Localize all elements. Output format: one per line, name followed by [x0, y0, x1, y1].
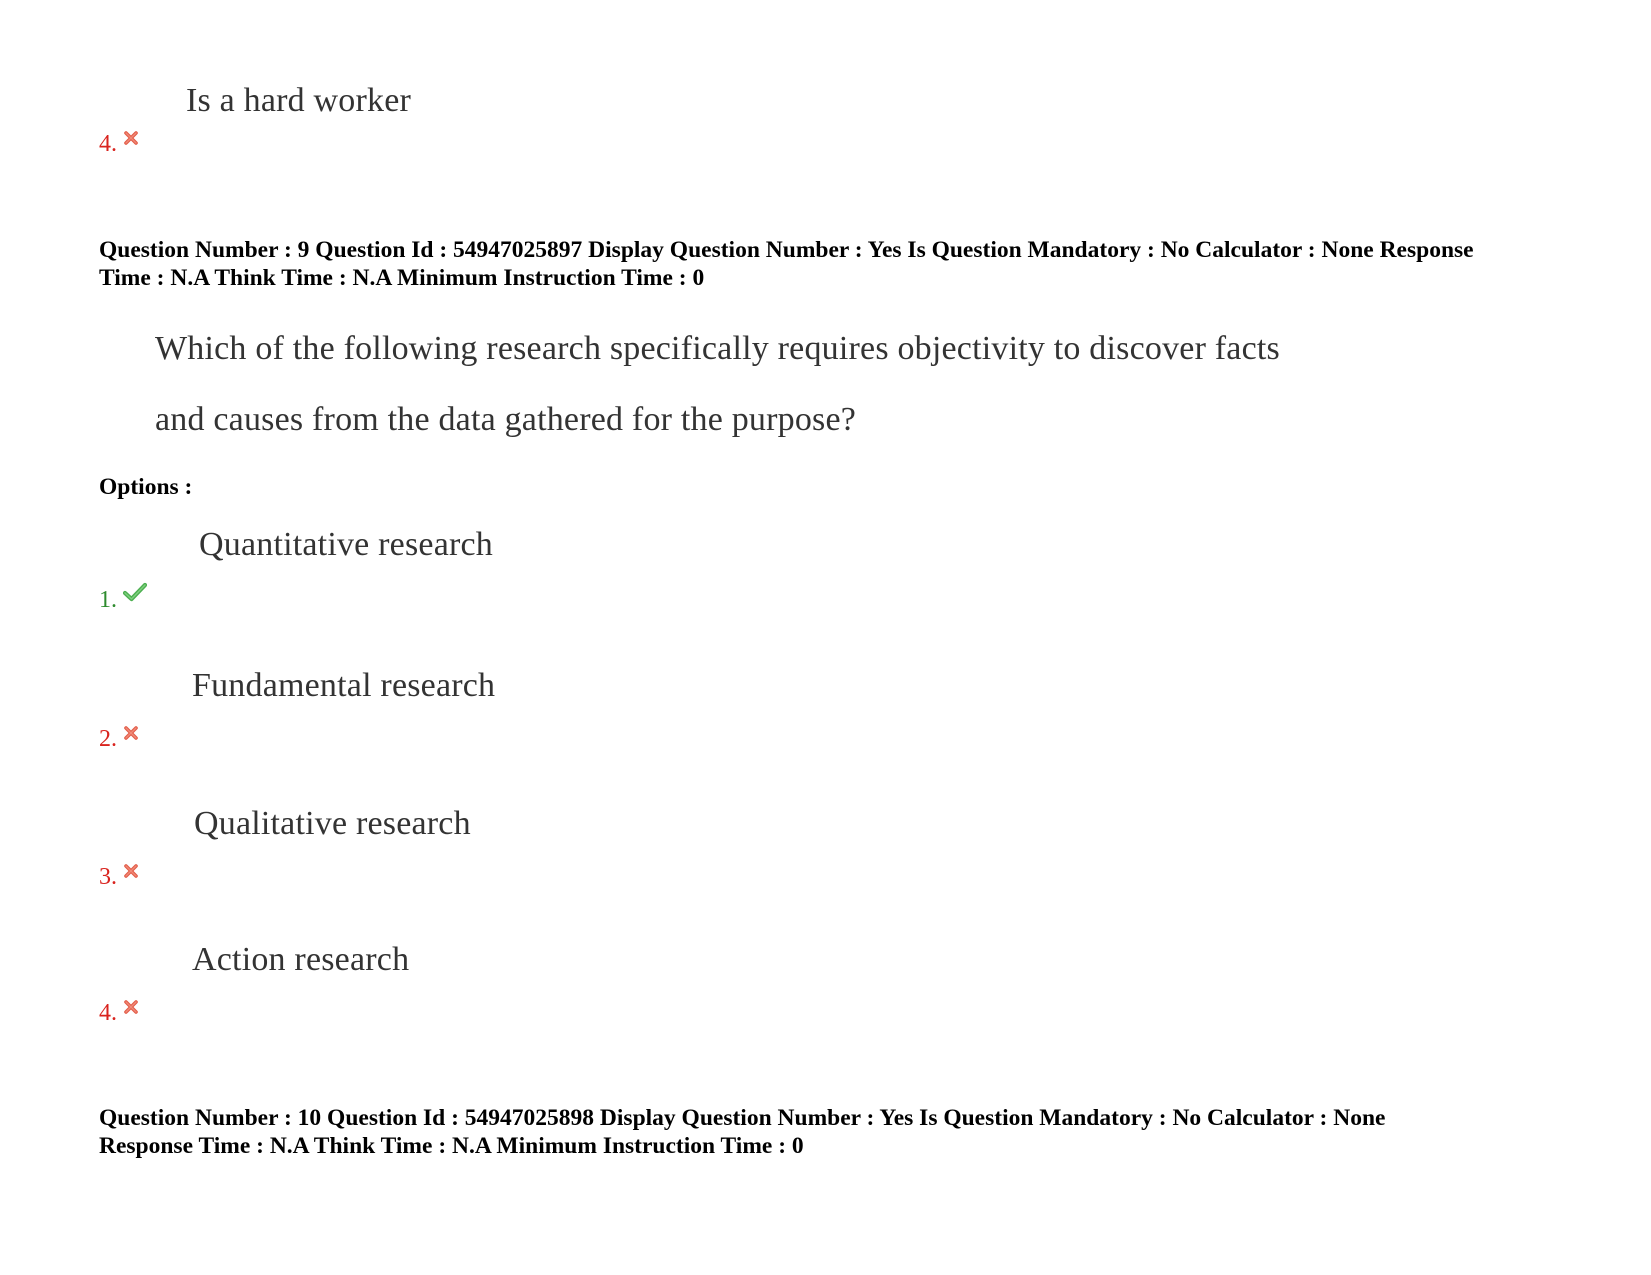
option-text-1: Quantitative research — [199, 526, 493, 563]
option-number: 1. — [99, 587, 117, 613]
option-marker-1 — [99, 588, 147, 612]
option-number: 2. — [99, 726, 117, 752]
options-label: Options : — [99, 474, 193, 500]
check-icon — [123, 582, 147, 609]
option-marker-prev-4 — [99, 132, 139, 156]
option-number: 4. — [99, 1000, 117, 1026]
option-marker-2 — [99, 727, 139, 751]
option-number: 3. — [99, 864, 117, 890]
option-text-4: Action research — [192, 941, 410, 978]
option-marker-4 — [99, 1001, 139, 1025]
question-text-line-2: and causes from the data gathered for the purpose? — [155, 401, 857, 438]
option-text-prev-4: Is a hard worker — [186, 82, 412, 119]
meta-line-2: Time : N.A Think Time : N.A Minimum Instruction Time : 0 — [99, 265, 705, 291]
question-meta-10 — [99, 1104, 1599, 1160]
question-text-line-1: Which of the following research specifically requires objectivity to discover facts — [155, 330, 1280, 367]
option-marker-3 — [99, 865, 139, 889]
meta-line-1: Question Number : 9 Question Id : 54947025897 Display Question Number : Yes Is Question Mandatory : No Calculator : None Response — [99, 237, 1474, 263]
option-number: 4. — [99, 131, 117, 157]
option-text-3: Qualitative research — [194, 805, 471, 842]
cross-icon — [123, 126, 139, 153]
cross-icon — [123, 995, 139, 1022]
meta-line-1: Question Number : 10 Question Id : 54947025898 Display Question Number : Yes Is Question Mandatory : No Calculator : None — [99, 1105, 1386, 1131]
cross-icon — [123, 721, 139, 748]
question-meta-9 — [99, 236, 1599, 292]
cross-icon — [123, 859, 139, 886]
meta-line-2: Response Time : N.A Think Time : N.A Minimum Instruction Time : 0 — [99, 1133, 804, 1159]
option-text-2: Fundamental research — [192, 667, 496, 704]
